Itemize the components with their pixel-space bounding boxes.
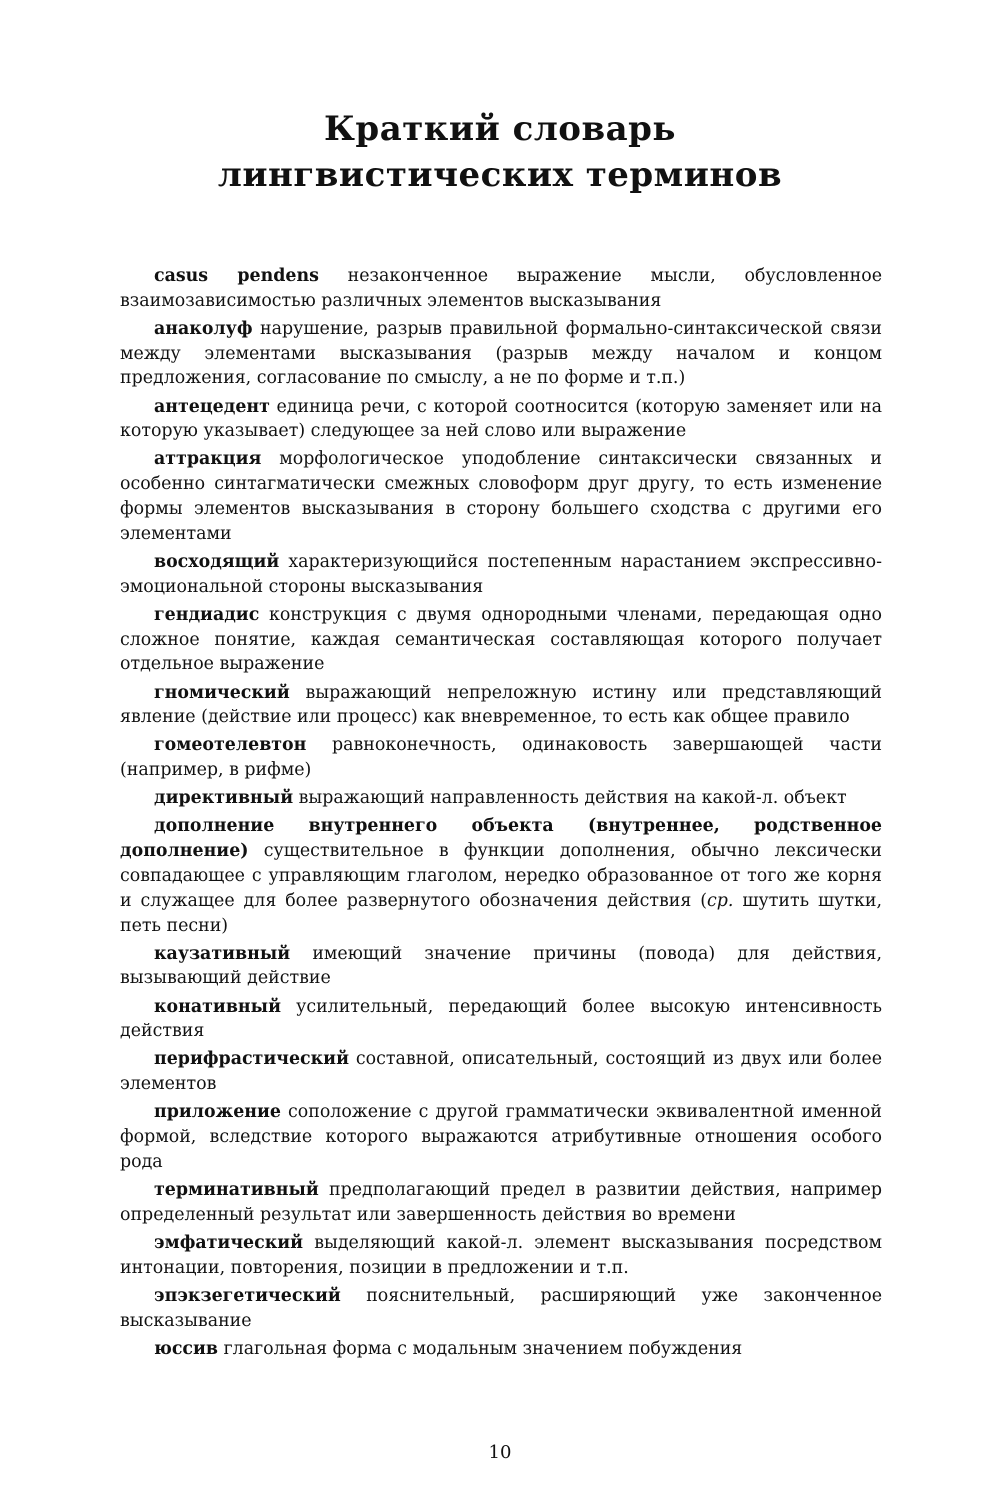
glossary-definition-text: существительное в функции дополнения, обычно лексически совпадающее с управляющим глаголом, нередко образованное от того же корня и служащее для более развернутого обозначения действия ( — [120, 841, 882, 911]
glossary-term: аттракция — [154, 449, 262, 470]
glossary-entry — [120, 550, 882, 600]
glossary-definition-examples: шутить шутки, петь песни) — [120, 890, 882, 936]
glossary-entry — [120, 995, 882, 1045]
glossary-entry — [120, 1047, 882, 1097]
glossary-term: антецедент — [154, 396, 270, 417]
glossary-definition: составной, описательный, состоящий из двух или более элементов — [120, 1049, 883, 1095]
glossary-entry — [120, 1100, 882, 1174]
glossary-term: дополнение внутреннего объекта (внутреннее, родственное дополнение) — [120, 816, 882, 862]
glossary-entry — [120, 395, 882, 445]
glossary-entry — [120, 603, 882, 677]
glossary-list — [120, 264, 882, 1365]
glossary-definition: имеющий значение причины (повода) для действия, вызывающий действие — [120, 943, 883, 989]
glossary-definition: предполагающий предел в развитии действия, например определенный результат или завершенность действия во времени — [120, 1180, 882, 1225]
glossary-entry — [120, 1284, 882, 1334]
glossary-definition: характеризующийся постепенным нарастанием экспрессивно-эмоциональной стороны высказывания — [120, 551, 882, 597]
glossary-term: casus pendens — [154, 266, 319, 286]
page-title-line-1: Краткий словарь — [324, 109, 676, 149]
glossary-term: перифрастический — [154, 1049, 349, 1070]
glossary-entry — [120, 1178, 882, 1228]
glossary-definition: единица речи, с которой соотносится (которую заменяет или на которую указывает) следующее за ней слово или выражение — [120, 396, 883, 442]
glossary-definition: усилительный, передающий более высокую интенсивность действия — [120, 996, 882, 1042]
glossary-definition: морфологическое уподобление синтаксически связанных и особенно синтагматически смежных словоформ друг другу, то есть изменение формы элементов высказывания в сторону большего сходства с другими его элементами — [120, 449, 882, 544]
glossary-definition: глагольная форма с модальным значением побуждения — [223, 1338, 743, 1359]
glossary-definition: выражающий непреложную истину или представляющий явление (действие или процесс) как вневременное, то есть как общее правило — [120, 682, 883, 728]
glossary-term: гендиадис — [154, 604, 260, 625]
glossary-term: юссив — [154, 1338, 218, 1359]
glossary-term: директивный — [154, 788, 294, 809]
glossary-definition: выражающий направленность действия на какой-л. объект — [298, 788, 847, 809]
glossary-term: терминативный — [154, 1180, 319, 1201]
glossary-term: эпэкзегетический — [154, 1285, 341, 1306]
glossary-definition: пояснительный, расширяющий уже законченное высказывание — [120, 1285, 882, 1331]
glossary-definition: конструкция с двумя однородными членами, передающая одно сложное понятие, каждая семантическая составляющая которого получает отдельное выражение — [120, 604, 883, 675]
glossary-entry — [120, 942, 882, 992]
glossary-term: восходящий — [154, 551, 280, 572]
glossary-definition: нарушение, разрыв правильной формально-синтаксической связи между элементами высказывания (разрыв между началом и концом предложения, согласование по смыслу, а не по форме и т.п.) — [120, 318, 883, 389]
glossary-definition: выделяющий какой-л. элемент высказывания посредством интонации, повторения, позиции в предложении и т.п. — [120, 1232, 883, 1278]
glossary-entry — [120, 317, 882, 391]
glossary-entry — [120, 447, 882, 546]
page-title — [0, 106, 1000, 198]
glossary-term: гомеотелевтон — [154, 735, 307, 756]
glossary-term: конативный — [154, 996, 281, 1017]
page-number: 10 — [488, 1442, 512, 1463]
glossary-entry — [120, 786, 882, 811]
glossary-term: приложение — [154, 1102, 281, 1123]
glossary-term: эмфатический — [154, 1232, 304, 1253]
glossary-entry — [120, 814, 882, 938]
glossary-term: гномический — [154, 682, 290, 703]
page-title-line-2: лингвистических терминов — [217, 155, 783, 195]
glossary-entry — [120, 733, 882, 783]
glossary-definition: незаконченное выражение мысли, обусловленное взаимозависимостью различных элементов высказывания — [120, 266, 883, 311]
glossary-entry — [120, 681, 882, 731]
glossary-definition: соположение с другой грамматически эквивалентной именной формой, вследствие которого выражаются атрибутивные отношения особого рода — [120, 1102, 882, 1172]
glossary-entry — [120, 1231, 882, 1281]
glossary-term: каузативный — [154, 943, 291, 964]
glossary-term: анаколуф — [154, 318, 253, 339]
glossary-entry — [120, 1337, 882, 1362]
glossary-entry — [120, 264, 882, 314]
glossary-definition: равноконечность, одинаковость завершающей части (например, в рифме) — [120, 735, 883, 781]
glossary-cross-reference: ср. — [707, 890, 734, 911]
